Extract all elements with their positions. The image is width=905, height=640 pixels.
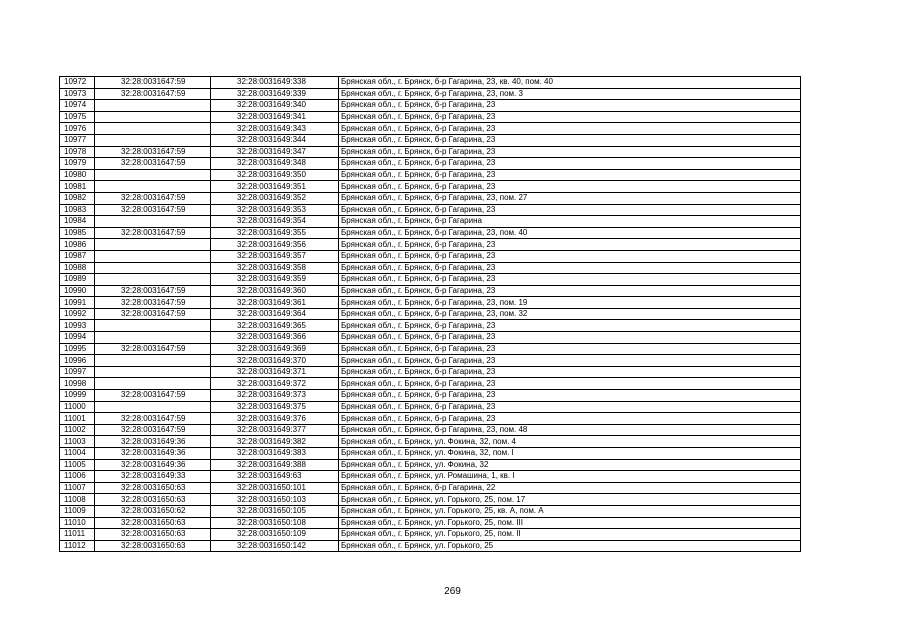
row-number-cell: 10994 — [60, 332, 95, 344]
address-cell: Брянская обл., г. Брянск, б-р Гагарина, 23 — [339, 158, 801, 170]
cadastral-number-cell: 32:28:0031649:376 — [211, 413, 339, 425]
row-number-cell: 11002 — [60, 424, 95, 436]
table-row — [60, 134, 801, 146]
cadastral-number-cell: 32:28:0031650:109 — [211, 529, 339, 541]
table-row — [60, 181, 801, 193]
cadastral-number-cell: 32:28:0031650:101 — [211, 482, 339, 494]
table-row — [60, 390, 801, 402]
parent-cadastral-cell: 32:28:0031650:63 — [95, 517, 211, 529]
parent-cadastral-cell: 32:28:0031650:63 — [95, 529, 211, 541]
table-row — [60, 448, 801, 460]
row-number-cell: 10981 — [60, 181, 95, 193]
table-row — [60, 192, 801, 204]
table-row — [60, 262, 801, 274]
parent-cadastral-cell: 32:28:0031647:59 — [95, 146, 211, 158]
address-cell: Брянская обл., г. Брянск, ул. Фокина, 32 — [339, 459, 801, 471]
row-number-cell: 10973 — [60, 88, 95, 100]
address-cell: Брянская обл., г. Брянск, б-р Гагарина, 23 — [339, 239, 801, 251]
cadastral-number-cell: 32:28:0031649:370 — [211, 355, 339, 367]
parent-cadastral-cell — [95, 274, 211, 286]
cadastral-number-cell: 32:28:0031649:382 — [211, 436, 339, 448]
row-number-cell: 11003 — [60, 436, 95, 448]
row-number-cell: 10976 — [60, 123, 95, 135]
row-number-cell: 11007 — [60, 482, 95, 494]
cadastral-number-cell: 32:28:0031649:383 — [211, 448, 339, 460]
cadastral-number-cell: 32:28:0031649:353 — [211, 204, 339, 216]
parent-cadastral-cell: 32:28:0031647:59 — [95, 343, 211, 355]
row-number-cell: 11006 — [60, 471, 95, 483]
table-row — [60, 308, 801, 320]
cadastral-number-cell: 32:28:0031649:348 — [211, 158, 339, 170]
parent-cadastral-cell — [95, 134, 211, 146]
cadastral-number-cell: 32:28:0031649:388 — [211, 459, 339, 471]
parent-cadastral-cell: 32:28:0031647:59 — [95, 297, 211, 309]
table-row — [60, 517, 801, 529]
row-number-cell: 10979 — [60, 158, 95, 170]
parent-cadastral-cell: 32:28:0031650:63 — [95, 482, 211, 494]
address-cell: Брянская обл., г. Брянск, ул. Горького, 25 — [339, 540, 801, 552]
cadastral-number-cell: 32:28:0031649:365 — [211, 320, 339, 332]
cadastral-number-cell: 32:28:0031649:358 — [211, 262, 339, 274]
table-row — [60, 227, 801, 239]
cadastral-number-cell: 32:28:0031649:347 — [211, 146, 339, 158]
table-row — [60, 100, 801, 112]
table-row — [60, 169, 801, 181]
parent-cadastral-cell: 32:28:0031647:59 — [95, 88, 211, 100]
parent-cadastral-cell: 32:28:0031647:59 — [95, 285, 211, 297]
parent-cadastral-cell — [95, 366, 211, 378]
parent-cadastral-cell — [95, 262, 211, 274]
row-number-cell: 10997 — [60, 366, 95, 378]
cadastral-number-cell: 32:28:0031649:377 — [211, 424, 339, 436]
row-number-cell: 10996 — [60, 355, 95, 367]
parent-cadastral-cell: 32:28:0031647:59 — [95, 204, 211, 216]
table-row — [60, 332, 801, 344]
row-number-cell: 10978 — [60, 146, 95, 158]
cadastral-number-cell: 32:28:0031649:343 — [211, 123, 339, 135]
row-number-cell: 10983 — [60, 204, 95, 216]
row-number-cell: 10989 — [60, 274, 95, 286]
cadastral-number-cell: 32:28:0031649:371 — [211, 366, 339, 378]
cadastral-number-cell: 32:28:0031649:356 — [211, 239, 339, 251]
address-cell: Брянская обл., г. Брянск, б-р Гагарина, 23 — [339, 390, 801, 402]
table-row — [60, 146, 801, 158]
cadastral-number-cell: 32:28:0031649:369 — [211, 343, 339, 355]
cadastral-number-cell: 32:28:0031649:351 — [211, 181, 339, 193]
row-number-cell: 11004 — [60, 448, 95, 460]
parent-cadastral-cell: 32:28:0031647:59 — [95, 158, 211, 170]
address-cell: Брянская обл., г. Брянск, б-р Гагарина, 23 — [339, 285, 801, 297]
table-body — [60, 77, 801, 552]
address-cell: Брянская обл., г. Брянск, б-р Гагарина, 23 — [339, 366, 801, 378]
table-row — [60, 297, 801, 309]
cadastral-number-cell: 32:28:0031649:372 — [211, 378, 339, 390]
table-row — [60, 320, 801, 332]
table-row — [60, 123, 801, 135]
address-cell: Брянская обл., г. Брянск, б-р Гагарина, 23, кв. 40, пом. 40 — [339, 77, 801, 89]
address-cell: Брянская обл., г. Брянск, б-р Гагарина, 23, пом. 27 — [339, 192, 801, 204]
parent-cadastral-cell — [95, 111, 211, 123]
cadastral-number-cell: 32:28:0031650:105 — [211, 505, 339, 517]
row-number-cell: 10992 — [60, 308, 95, 320]
parent-cadastral-cell — [95, 401, 211, 413]
row-number-cell: 10990 — [60, 285, 95, 297]
table-row — [60, 88, 801, 100]
row-number-cell: 10975 — [60, 111, 95, 123]
parent-cadastral-cell — [95, 239, 211, 251]
table-row — [60, 413, 801, 425]
address-cell: Брянская обл., г. Брянск, ул. Горького, 25, пом. III — [339, 517, 801, 529]
row-number-cell: 10986 — [60, 239, 95, 251]
row-number-cell: 10974 — [60, 100, 95, 112]
parent-cadastral-cell — [95, 169, 211, 181]
cadastral-number-cell: 32:28:0031649:350 — [211, 169, 339, 181]
row-number-cell: 10991 — [60, 297, 95, 309]
address-cell: Брянская обл., г. Брянск, б-р Гагарина, 23 — [339, 250, 801, 262]
parent-cadastral-cell: 32:28:0031647:59 — [95, 192, 211, 204]
row-number-cell: 10972 — [60, 77, 95, 89]
row-number-cell: 11011 — [60, 529, 95, 541]
address-cell: Брянская обл., г. Брянск, ул. Горького, 25, кв. А, пом. А — [339, 505, 801, 517]
parent-cadastral-cell: 32:28:0031649:36 — [95, 448, 211, 460]
parent-cadastral-cell: 32:28:0031647:59 — [95, 77, 211, 89]
cadastral-number-cell: 32:28:0031649:63 — [211, 471, 339, 483]
table-row — [60, 424, 801, 436]
address-cell: Брянская обл., г. Брянск, б-р Гагарина, 23 — [339, 204, 801, 216]
address-cell: Брянская обл., г. Брянск, б-р Гагарина, 23 — [339, 111, 801, 123]
address-cell: Брянская обл., г. Брянск, б-р Гагарина, 23 — [339, 355, 801, 367]
parent-cadastral-cell: 32:28:0031650:63 — [95, 540, 211, 552]
table-row — [60, 505, 801, 517]
parent-cadastral-cell: 32:28:0031647:59 — [95, 390, 211, 402]
cadastral-number-cell: 32:28:0031649:375 — [211, 401, 339, 413]
table-row — [60, 285, 801, 297]
page-number: 269 — [444, 586, 461, 597]
address-cell: Брянская обл., г. Брянск, б-р Гагарина, 23, пом. 3 — [339, 88, 801, 100]
address-cell: Брянская обл., г. Брянск, б-р Гагарина, 23 — [339, 274, 801, 286]
parent-cadastral-cell — [95, 378, 211, 390]
table-row — [60, 250, 801, 262]
address-cell: Брянская обл., г. Брянск, б-р Гагарина, 23 — [339, 401, 801, 413]
cadastral-number-cell: 32:28:0031649:340 — [211, 100, 339, 112]
row-number-cell: 10995 — [60, 343, 95, 355]
address-cell: Брянская обл., г. Брянск, б-р Гагарина, 23 — [339, 378, 801, 390]
cadastral-number-cell: 32:28:0031649:355 — [211, 227, 339, 239]
cadastral-number-cell: 32:28:0031650:108 — [211, 517, 339, 529]
row-number-cell: 11009 — [60, 505, 95, 517]
parent-cadastral-cell — [95, 320, 211, 332]
row-number-cell: 10988 — [60, 262, 95, 274]
cadastral-number-cell: 32:28:0031649:338 — [211, 77, 339, 89]
parent-cadastral-cell: 32:28:0031650:63 — [95, 494, 211, 506]
row-number-cell: 11012 — [60, 540, 95, 552]
address-cell: Брянская обл., г. Брянск, б-р Гагарина, 23 — [339, 181, 801, 193]
table-row — [60, 216, 801, 228]
address-cell: Брянская обл., г. Брянск, б-р Гагарина, 23, пом. 32 — [339, 308, 801, 320]
cadastral-number-cell: 32:28:0031650:142 — [211, 540, 339, 552]
table-row — [60, 239, 801, 251]
address-cell: Брянская обл., г. Брянск, б-р Гагарина, 23 — [339, 343, 801, 355]
parent-cadastral-cell — [95, 216, 211, 228]
cadastral-number-cell: 32:28:0031649:361 — [211, 297, 339, 309]
address-cell: Брянская обл., г. Брянск, б-р Гагарина, 23 — [339, 146, 801, 158]
table-row — [60, 204, 801, 216]
table-row — [60, 436, 801, 448]
row-number-cell: 11001 — [60, 413, 95, 425]
row-number-cell: 10977 — [60, 134, 95, 146]
row-number-cell: 11008 — [60, 494, 95, 506]
table-row — [60, 459, 801, 471]
parent-cadastral-cell: 32:28:0031647:59 — [95, 227, 211, 239]
table-row — [60, 529, 801, 541]
table-row — [60, 158, 801, 170]
row-number-cell: 10980 — [60, 169, 95, 181]
address-cell: Брянская обл., г. Брянск, б-р Гагарина, 23 — [339, 332, 801, 344]
row-number-cell: 10984 — [60, 216, 95, 228]
table-row — [60, 366, 801, 378]
address-cell: Брянская обл., г. Брянск, б-р Гагарина, 23 — [339, 169, 801, 181]
row-number-cell: 10993 — [60, 320, 95, 332]
table-row — [60, 355, 801, 367]
table-row — [60, 343, 801, 355]
row-number-cell: 10987 — [60, 250, 95, 262]
parent-cadastral-cell — [95, 100, 211, 112]
parent-cadastral-cell: 32:28:0031649:33 — [95, 471, 211, 483]
address-cell: Брянская обл., г. Брянск, б-р Гагарина — [339, 216, 801, 228]
row-number-cell: 10999 — [60, 390, 95, 402]
address-cell: Брянская обл., г. Брянск, б-р Гагарина, 23 — [339, 413, 801, 425]
address-cell: Брянская обл., г. Брянск, б-р Гагарина, 23 — [339, 134, 801, 146]
cadastral-number-cell: 32:28:0031649:366 — [211, 332, 339, 344]
parent-cadastral-cell: 32:28:0031649:36 — [95, 436, 211, 448]
cadastral-number-cell: 32:28:0031650:103 — [211, 494, 339, 506]
address-cell: Брянская обл., г. Брянск, б-р Гагарина, 23 — [339, 262, 801, 274]
parent-cadastral-cell — [95, 332, 211, 344]
cadastral-number-cell: 32:28:0031649:344 — [211, 134, 339, 146]
parent-cadastral-cell: 32:28:0031649:36 — [95, 459, 211, 471]
row-number-cell: 11010 — [60, 517, 95, 529]
parent-cadastral-cell: 32:28:0031647:59 — [95, 413, 211, 425]
cadastral-number-cell: 32:28:0031649:359 — [211, 274, 339, 286]
address-cell: Брянская обл., г. Брянск, б-р Гагарина, 22 — [339, 482, 801, 494]
cadastral-number-cell: 32:28:0031649:364 — [211, 308, 339, 320]
address-cell: Брянская обл., г. Брянск, б-р Гагарина, 23, пом. 19 — [339, 297, 801, 309]
cadastral-number-cell: 32:28:0031649:360 — [211, 285, 339, 297]
parent-cadastral-cell — [95, 123, 211, 135]
parent-cadastral-cell: 32:28:0031650:62 — [95, 505, 211, 517]
parent-cadastral-cell: 32:28:0031647:59 — [95, 308, 211, 320]
address-cell: Брянская обл., г. Брянск, ул. Фокина, 32, пом. 4 — [339, 436, 801, 448]
parent-cadastral-cell — [95, 181, 211, 193]
table-row — [60, 77, 801, 89]
table-row — [60, 494, 801, 506]
table-row — [60, 111, 801, 123]
cadastral-number-cell: 32:28:0031649:373 — [211, 390, 339, 402]
cadastral-number-cell: 32:28:0031649:341 — [211, 111, 339, 123]
row-number-cell: 11005 — [60, 459, 95, 471]
address-cell: Брянская обл., г. Брянск, ул. Горького, 25, пом. II — [339, 529, 801, 541]
address-cell: Брянская обл., г. Брянск, б-р Гагарина, 23 — [339, 320, 801, 332]
row-number-cell: 10985 — [60, 227, 95, 239]
address-cell: Брянская обл., г. Брянск, б-р Гагарина, 23, пом. 40 — [339, 227, 801, 239]
address-cell: Брянская обл., г. Брянск, ул. Фокина, 32, пом. I — [339, 448, 801, 460]
table-row — [60, 401, 801, 413]
cadastral-number-cell: 32:28:0031649:357 — [211, 250, 339, 262]
address-cell: Брянская обл., г. Брянск, б-р Гагарина, 23 — [339, 123, 801, 135]
cadastral-number-cell: 32:28:0031649:354 — [211, 216, 339, 228]
address-cell: Брянская обл., г. Брянск, ул. Ромашина, 1, кв. I — [339, 471, 801, 483]
parent-cadastral-cell — [95, 250, 211, 262]
cadastral-number-cell: 32:28:0031649:352 — [211, 192, 339, 204]
parent-cadastral-cell — [95, 355, 211, 367]
cadastral-table — [59, 76, 801, 552]
table-row — [60, 482, 801, 494]
cadastral-number-cell: 32:28:0031649:339 — [211, 88, 339, 100]
row-number-cell: 10982 — [60, 192, 95, 204]
row-number-cell: 11000 — [60, 401, 95, 413]
table-row — [60, 471, 801, 483]
address-cell: Брянская обл., г. Брянск, б-р Гагарина, 23 — [339, 100, 801, 112]
table-row — [60, 274, 801, 286]
parent-cadastral-cell: 32:28:0031647:59 — [95, 424, 211, 436]
address-cell: Брянская обл., г. Брянск, ул. Горького, 25, пом. 17 — [339, 494, 801, 506]
table-row — [60, 378, 801, 390]
address-cell: Брянская обл., г. Брянск, б-р Гагарина, 23, пом. 48 — [339, 424, 801, 436]
table-row — [60, 540, 801, 552]
row-number-cell: 10998 — [60, 378, 95, 390]
